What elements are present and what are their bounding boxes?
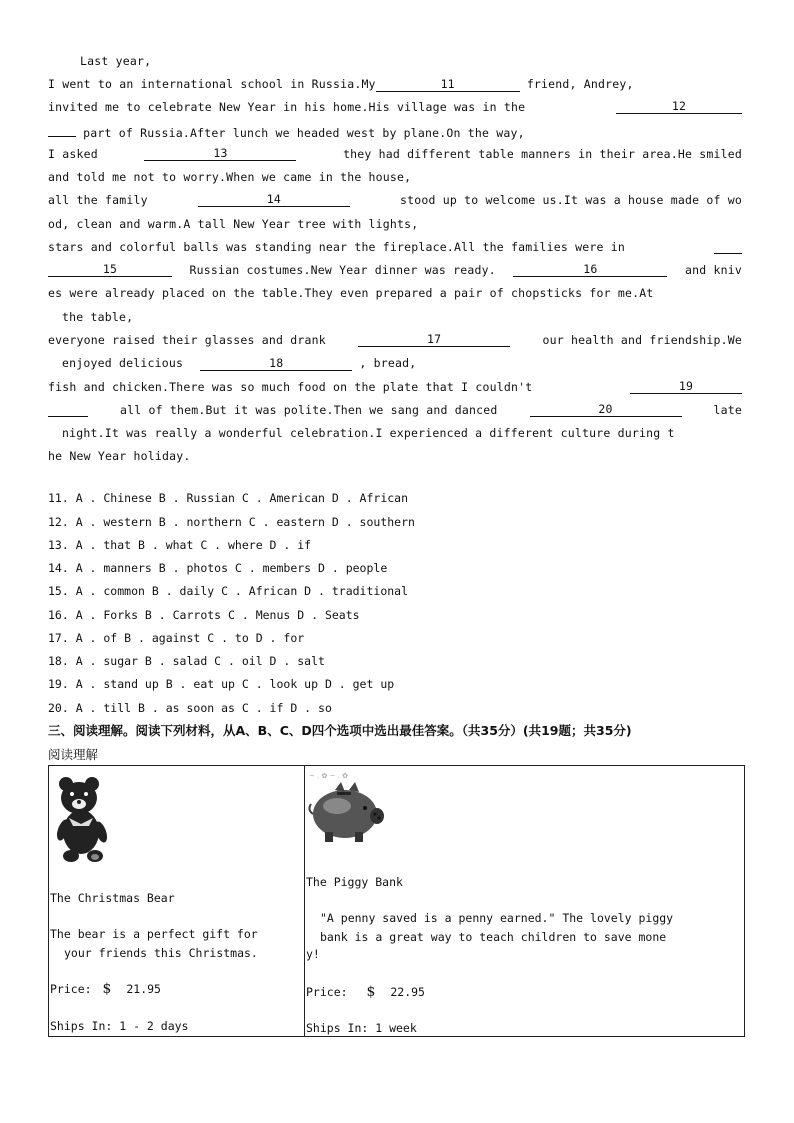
- passage-line-14: [48, 379, 742, 395]
- blank-17[interactable]: 17: [358, 332, 510, 347]
- passage-line-16: night.It was really a wonderful celebration.I experienced a different culture during t: [62, 426, 675, 440]
- piggy-ships: Ships In: 1 week: [306, 1021, 417, 1035]
- passage-text: stood up to welcome us.It was a house made of wo: [400, 193, 742, 207]
- bear-desc-1: The bear is a perfect gift for: [50, 927, 258, 941]
- bear-icon: [55, 772, 113, 864]
- passage-line-13: [62, 355, 756, 371]
- passage-line-6: [48, 192, 742, 208]
- blank-16[interactable]: 16: [513, 262, 667, 277]
- passage-line-7: od, clean and warm.A tall New Year tree with lights,: [48, 217, 419, 231]
- passage-text: fish and chicken.There was so much food on the plate that I couldn't: [48, 380, 533, 394]
- passage-text: part of Russia.After lunch we headed west by plane.On the way,: [83, 126, 525, 140]
- passage-line-11: the table,: [62, 310, 134, 324]
- passage-text: late: [713, 403, 742, 417]
- section-title: 三、阅读理解。阅读下列材料，从A、B、C、D四个选项中选出最佳答案。（共35分）(共19题；共35分): [48, 723, 632, 738]
- passage-line-12: [48, 332, 742, 348]
- dollar-icon: $: [102, 981, 112, 997]
- option-row-13[interactable]: 13. A . that B . what C . where D . if: [48, 538, 312, 552]
- passage-text: I asked: [48, 147, 98, 161]
- option-row-17[interactable]: 17. A . of B . against C . to D . for: [48, 631, 305, 645]
- piggy-price: [306, 984, 425, 1000]
- ad-piggy: [305, 766, 744, 1036]
- blank-11[interactable]: 11: [376, 77, 520, 92]
- passage-line-10: es were already placed on the table.They even prepared a pair of chopsticks for me.At: [48, 286, 654, 300]
- passage-text: invited me to celebrate New Year in his home.His village was in the: [48, 100, 526, 114]
- passage-line-1: [48, 76, 742, 92]
- passage-line-3: [48, 122, 742, 138]
- bear-ships: Ships In: 1 - 2 days: [50, 1019, 189, 1033]
- blank-15[interactable]: 15: [48, 262, 172, 277]
- section-subtitle: 阅读理解: [48, 747, 99, 762]
- price-value: 21.95: [126, 982, 161, 996]
- blank-13[interactable]: 13: [144, 146, 296, 161]
- bear-price: [50, 981, 161, 997]
- passage-text: and kniv: [684, 263, 742, 277]
- price-label: Price:: [306, 985, 348, 999]
- option-row-12[interactable]: 12. A . western B . northern C . eastern D . southern: [48, 515, 415, 529]
- passage-line-17: he New Year holiday.: [48, 449, 191, 463]
- passage-text: enjoyed delicious: [62, 356, 184, 370]
- blank-18[interactable]: 18: [200, 356, 352, 371]
- piggy-name: The Piggy Bank: [306, 875, 403, 889]
- option-row-20[interactable]: 20. A . till B . as soon as C . if D . so: [48, 701, 332, 715]
- blank-12[interactable]: 12: [616, 99, 742, 114]
- piggy-bank-icon: [307, 770, 387, 846]
- passage-text: , bread,: [359, 356, 417, 370]
- passage-text: all the family: [48, 193, 148, 207]
- price-value: 22.95: [390, 985, 425, 999]
- passage-text: all of them.But it was polite.Then we sang and danced: [119, 403, 498, 417]
- passage-line-4: [48, 146, 742, 162]
- blank-12-cont[interactable]: [48, 122, 76, 137]
- option-row-19[interactable]: 19. A . stand up B . eat up C . look up D . get up: [48, 677, 395, 691]
- passage-text: they had different table manners in their area.He smiled: [343, 147, 742, 161]
- passage-line-8: [48, 239, 742, 255]
- passage-line-5: and told me not to worry.When we came in the house,: [48, 170, 412, 184]
- bear-desc-2: your friends this Christmas.: [64, 946, 258, 960]
- passage-line-9: [48, 262, 742, 278]
- option-row-16[interactable]: 16. A . Forks B . Carrots C . Menus D . Seats: [48, 608, 360, 622]
- dollar-icon: $: [366, 984, 376, 1000]
- passage-text: our health and friendship.We: [542, 333, 742, 347]
- option-row-15[interactable]: 15. A . common B . daily C . African D . traditional: [48, 584, 409, 598]
- passage-text: everyone raised their glasses and drank: [48, 333, 326, 347]
- blank-19-cont[interactable]: [48, 402, 88, 417]
- blank-20[interactable]: 20: [530, 402, 682, 417]
- ads-table: [48, 765, 745, 1037]
- passage-line-2: [48, 99, 742, 115]
- piggy-desc-3: y!: [306, 947, 320, 961]
- blank-19[interactable]: 19: [630, 379, 742, 394]
- ad-bear: [49, 766, 305, 1036]
- blank-14[interactable]: 14: [198, 192, 350, 207]
- piggy-desc-2: bank is a great way to teach children to save mone: [320, 930, 667, 944]
- passage-text: stars and colorful balls was standing near the fireplace.All the families were in: [48, 240, 626, 254]
- price-label: Price:: [50, 982, 92, 996]
- bear-name: The Christmas Bear: [50, 891, 175, 905]
- passage-text: I went to an international school in Russia.My: [48, 77, 376, 91]
- option-row-14[interactable]: 14. A . manners B . photos C . members D . people: [48, 561, 388, 575]
- passage-text: friend, Andrey,: [526, 77, 634, 91]
- passage-text: Russian costumes.New Year dinner was ready.: [189, 263, 496, 277]
- option-row-18[interactable]: 18. A . sugar B . salad C . oil D . salt: [48, 654, 325, 668]
- option-row-11[interactable]: 11. A . Chinese B . Russian C . American D . African: [48, 491, 409, 505]
- piggy-desc-1: "A penny saved is a penny earned." The lovely piggy: [320, 911, 674, 925]
- blank-15-start[interactable]: [714, 239, 742, 254]
- svg-text:~ . ✿ ~ . ✿: ~ . ✿ ~ . ✿: [309, 772, 349, 780]
- passage-line-15: [48, 402, 742, 418]
- passage-intro: Last year,: [80, 54, 152, 68]
